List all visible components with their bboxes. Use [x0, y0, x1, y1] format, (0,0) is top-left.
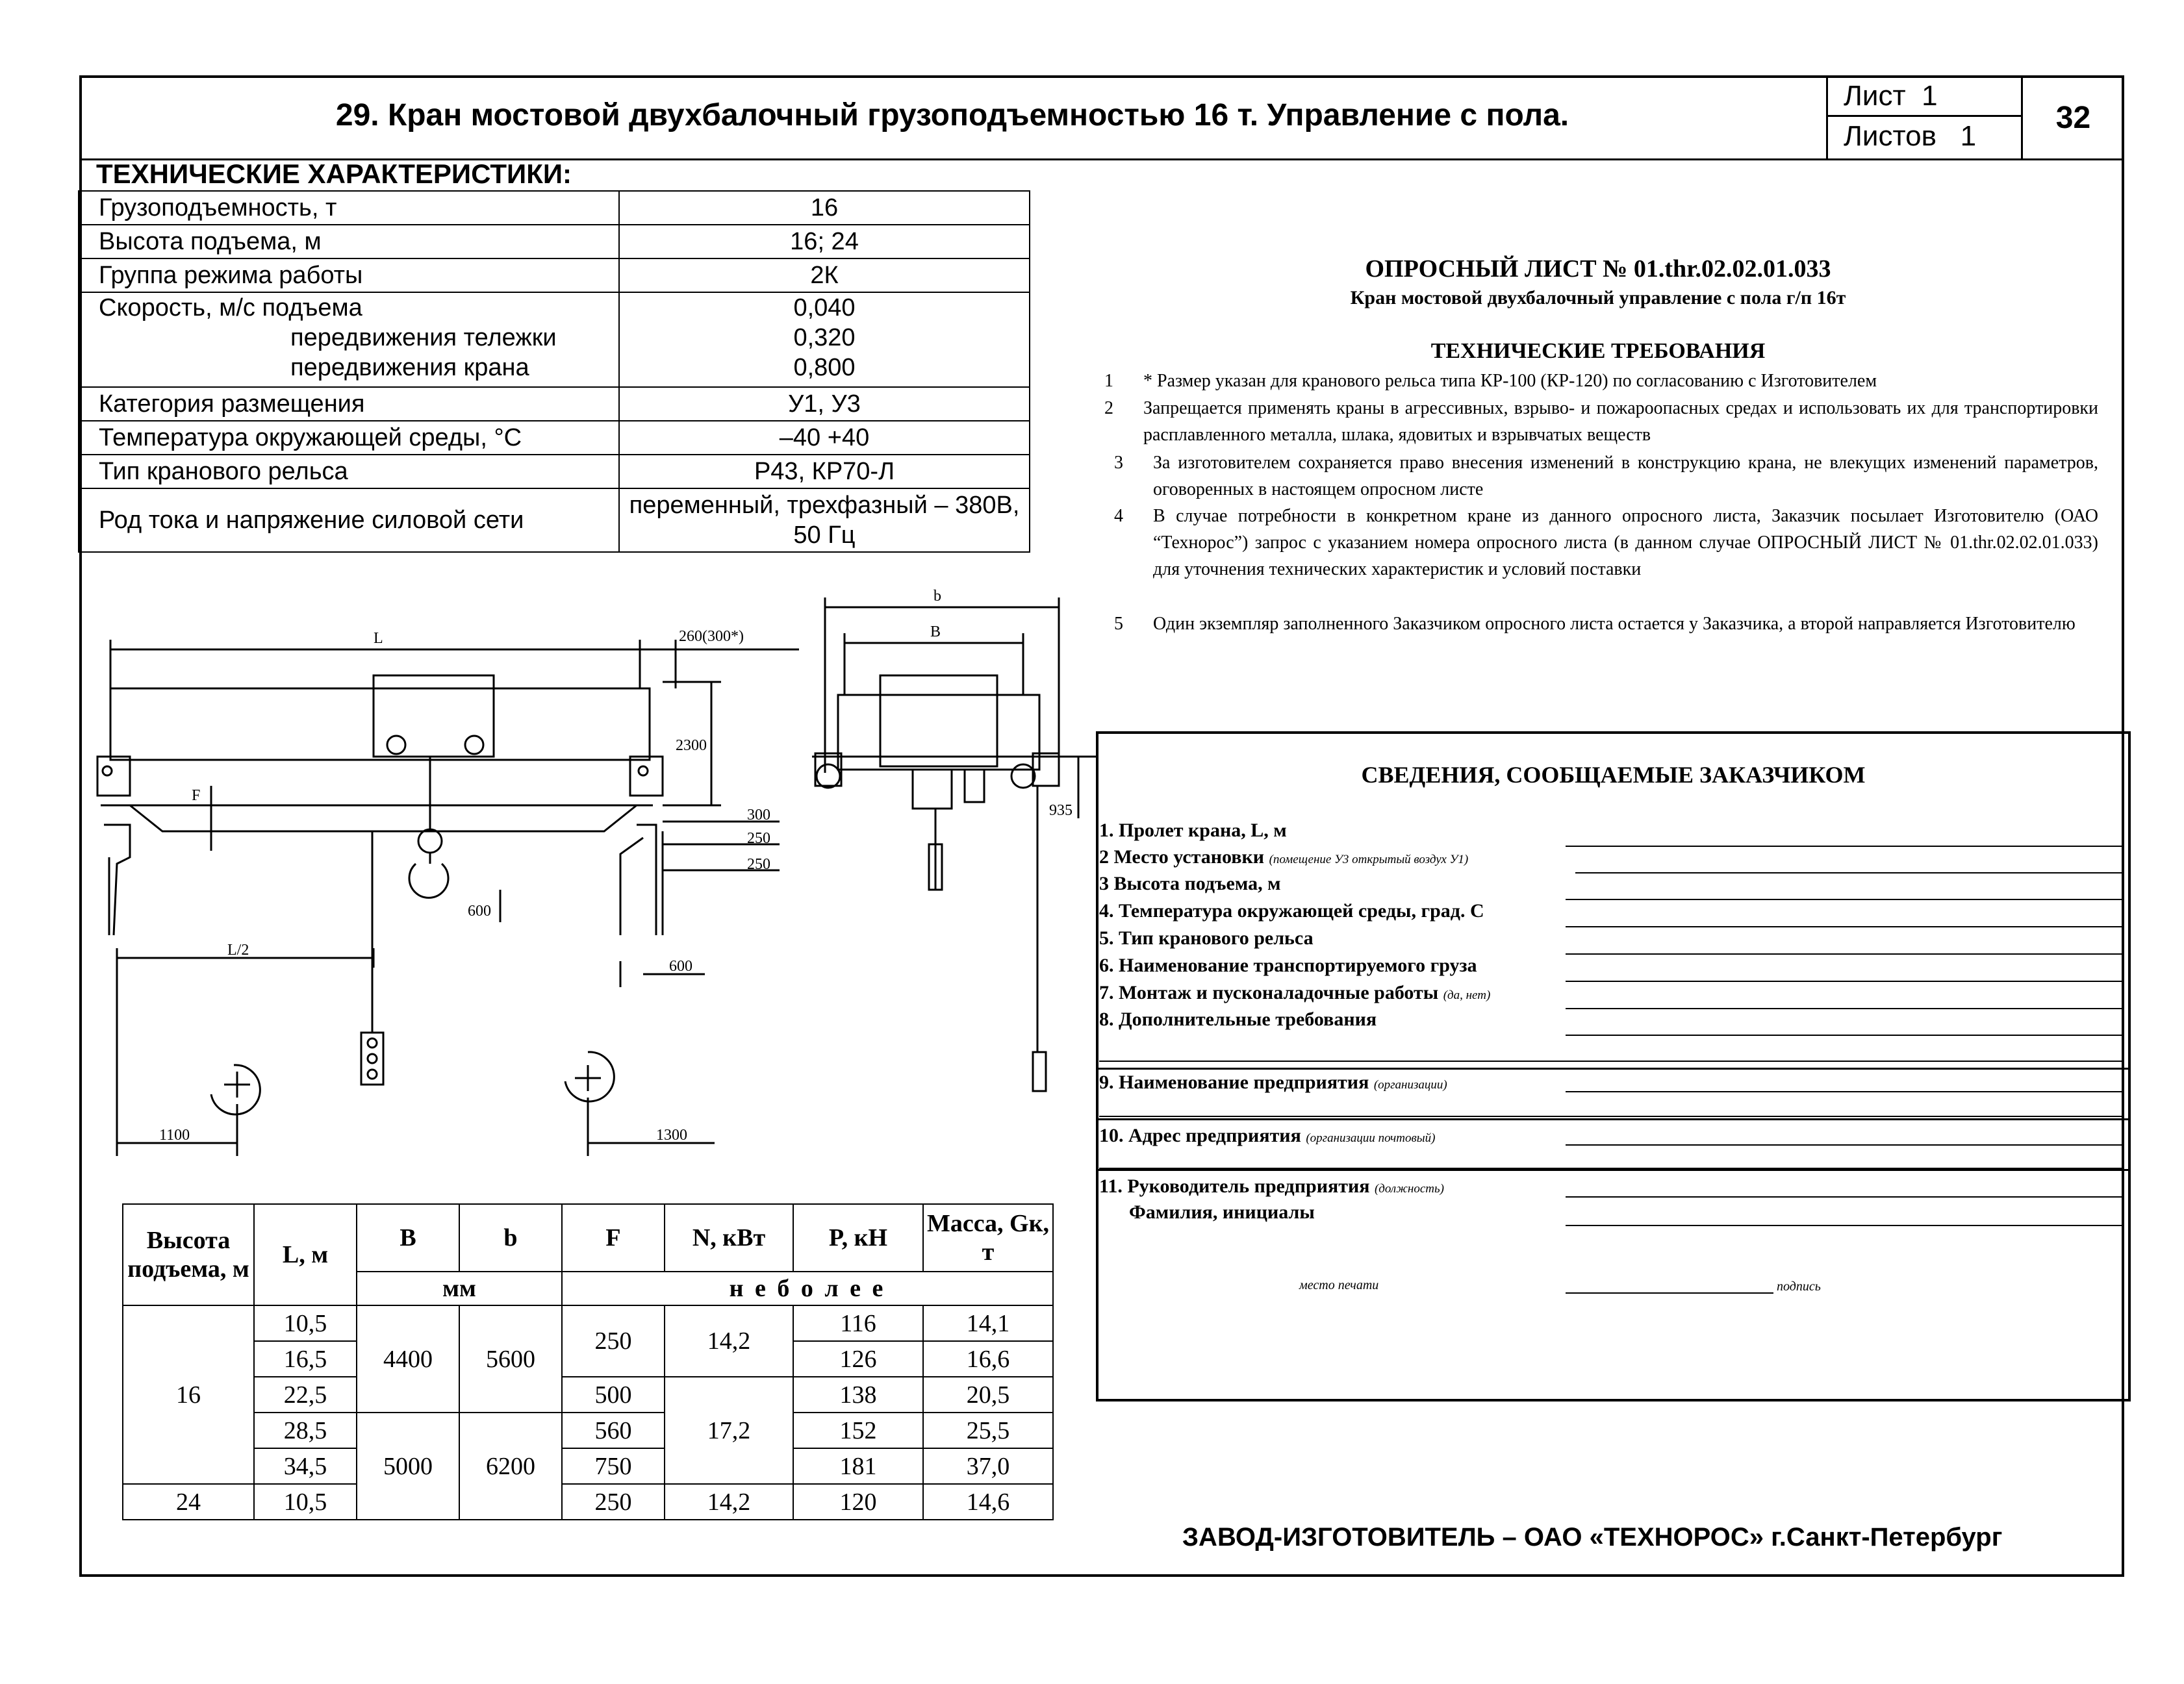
crane-drawing — [0, 0, 1104, 1182]
signature-line[interactable] — [1566, 1292, 1773, 1294]
dim-2300: 2300 — [676, 737, 707, 754]
table-row: 16,5 126 16,6 — [123, 1341, 1053, 1377]
field-director-name: Фамилия, инициалы — [1129, 1201, 1315, 1223]
page-number: 32 — [2021, 78, 2124, 158]
requirements-title: ТЕХНИЧЕСКИЕ ТРЕБОВАНИЯ — [1430, 339, 1766, 363]
stamp-label: место печати — [1299, 1278, 1379, 1292]
survey-subtitle: Кран мостовой двухбалочный управление с пола г/п 16т — [1350, 287, 1846, 308]
table-row: Тип кранового рельса Р43, КР70-Л — [79, 455, 1030, 488]
sheet-count: Листов 1 — [1844, 120, 1977, 152]
dim-1100: 1100 — [159, 1127, 190, 1144]
field-lift-height-line[interactable] — [1566, 899, 2124, 900]
dim-250-a: 250 — [747, 830, 770, 847]
customer-info-title: СВЕДЕНИЯ, СООБЩАЕМЫЕ ЗАКАЗЧИКОМ — [1361, 762, 1866, 788]
field-company: 9. Наименование предприятия (организации) — [1099, 1072, 1447, 1093]
field-company-line-2[interactable] — [1099, 1116, 2124, 1117]
field-span: 1. Пролет крана, L, м — [1099, 820, 1287, 841]
field-address: 10. Адрес предприятия (организации почтовый) — [1099, 1125, 1436, 1146]
dim-B: B — [930, 623, 941, 640]
dim-260: 260(300*) — [679, 628, 744, 645]
field-rail-type-line[interactable] — [1566, 953, 2124, 955]
field-location: 2 Место установки (помещение У3 открытый воздух У1) — [1099, 846, 1469, 868]
requirement-item: 1 * Размер указан для кранового рельса типа КР-100 (КР-120) по согласованию с Изготовителем — [1104, 371, 1877, 391]
field-director-name-line[interactable] — [1566, 1225, 2124, 1226]
table-row: 22,5 500 17,2 138 20,5 — [123, 1377, 1053, 1413]
table-row: Группа режима работы 2К — [79, 258, 1030, 292]
manufacturer: ЗАВОД-ИЗГОТОВИТЕЛЬ – ОАО «ТЕХНОРОС» г.Санкт-Петербург — [1182, 1523, 2003, 1552]
dim-F: F — [192, 787, 201, 804]
field-cargo: 6. Наименование транспортируемого груза — [1099, 955, 1477, 976]
field-extra-line-1[interactable] — [1566, 1035, 2124, 1036]
table-row: Грузоподъемность, т 16 — [79, 191, 1030, 225]
table-row: 16 10,5 4400 5600 250 14,2 116 14,1 — [123, 1305, 1053, 1341]
sheet-info — [1826, 78, 2023, 158]
table-row: Высота подъема, м 16; 24 — [79, 225, 1030, 258]
field-rail-type: 5. Тип кранового рельса — [1099, 927, 1314, 949]
field-address-line-1[interactable] — [1566, 1144, 2124, 1146]
signature-label: подпись — [1777, 1279, 1821, 1294]
dim-300: 300 — [747, 807, 770, 823]
table-row: Категория размещения У1, У3 — [79, 387, 1030, 421]
requirement-item: 5 Один экземпляр заполненного Заказчиком опросного листа остается у Заказчика, а второй направляется Изготовителю — [1114, 614, 2076, 634]
field-director-line[interactable] — [1566, 1196, 2124, 1198]
table-row: Высота подъема, м L, м B b F N, кВт P, кН Масса, Gк, т — [123, 1204, 1053, 1272]
table-row: 34,5 750 181 37,0 — [123, 1448, 1053, 1484]
dim-600-a: 600 — [468, 903, 491, 920]
requirement-item: 3 За изготовителем сохраняется право внесения изменений в конструкцию крана, не влекущих изменений параметров, оговоренных в настоящем опросном листе — [1114, 453, 2098, 499]
dim-L2: L/2 — [227, 942, 249, 959]
dim-L: L — [374, 630, 383, 647]
field-lift-height: 3 Высота подъема, м — [1099, 873, 1281, 894]
dim-600-b: 600 — [669, 958, 692, 975]
dim-250-b: 250 — [747, 856, 770, 873]
crane-end-view — [812, 597, 1098, 1091]
params-table — [122, 1203, 1054, 1520]
requirement-item: 2 Запрещается применять краны в агрессивных, взрыво- и пожароопасных средах и использовать их для транспортировки расплавленного металла, шлака, ядовитых и взрывчатых веществ — [1104, 398, 2098, 445]
table-row: Скорость, м/с подъема передвижения тележки передвижения крана 0,040 0,320 0,800 — [79, 292, 1030, 387]
field-director: 11. Руководитель предприятия (должность) — [1099, 1175, 1444, 1197]
table-row: 28,5 5000 6200 560 152 25,5 — [123, 1413, 1053, 1448]
crane-elevation — [97, 640, 799, 1156]
field-company-line-1[interactable] — [1566, 1091, 2124, 1092]
table-row: мм н е б о л е е — [123, 1272, 1053, 1305]
sheet-number: Лист 1 — [1828, 78, 2023, 117]
field-temperature-line[interactable] — [1566, 926, 2124, 927]
field-cargo-line[interactable] — [1566, 981, 2124, 982]
dim-1300: 1300 — [656, 1127, 687, 1144]
field-extra-line-2[interactable] — [1099, 1061, 2124, 1062]
table-row: 24 10,5 250 14,2 120 14,6 — [123, 1484, 1053, 1520]
dim-935: 935 — [1049, 802, 1073, 819]
tech-heading: ТЕХНИЧЕСКИЕ ХАРАКТЕРИСТИКИ: — [96, 158, 572, 189]
field-installation: 7. Монтаж и пусконаладочные работы (да, нет) — [1099, 982, 1491, 1003]
table-row: Температура окружающей среды, °С –40 +40 — [79, 421, 1030, 455]
table-row: Род тока и напряжение силовой сети переменный, трехфазный – 380В, 50 Гц — [79, 488, 1030, 552]
field-extra: 8. Дополнительные требования — [1099, 1009, 1377, 1030]
requirement-item: 4 В случае потребности в конкретном кране из данного опросного листа, Заказчик посылает Изготовителю (ОАО “Технорос”) запрос с указанием номера опросного листа (в данном случае ОПРОСНЫЙ ЛИСТ № 01.thr.02.02.01.033) для уточнения технических характеристик и условий поставки — [1114, 506, 2098, 579]
page-title: 29. Кран мостовой двухбалочный грузоподъемностью 16 т. Управление с пола. — [335, 98, 1569, 132]
field-installation-line[interactable] — [1566, 1008, 2124, 1009]
field-temperature: 4. Температура окружающей среды, град. С — [1099, 900, 1484, 922]
field-location-line[interactable] — [1575, 872, 2124, 873]
field-span-line[interactable] — [1566, 846, 2124, 847]
dim-b: b — [933, 588, 941, 605]
survey-title: ОПРОСНЫЙ ЛИСТ № 01.thr.02.02.01.033 — [1365, 255, 1831, 283]
